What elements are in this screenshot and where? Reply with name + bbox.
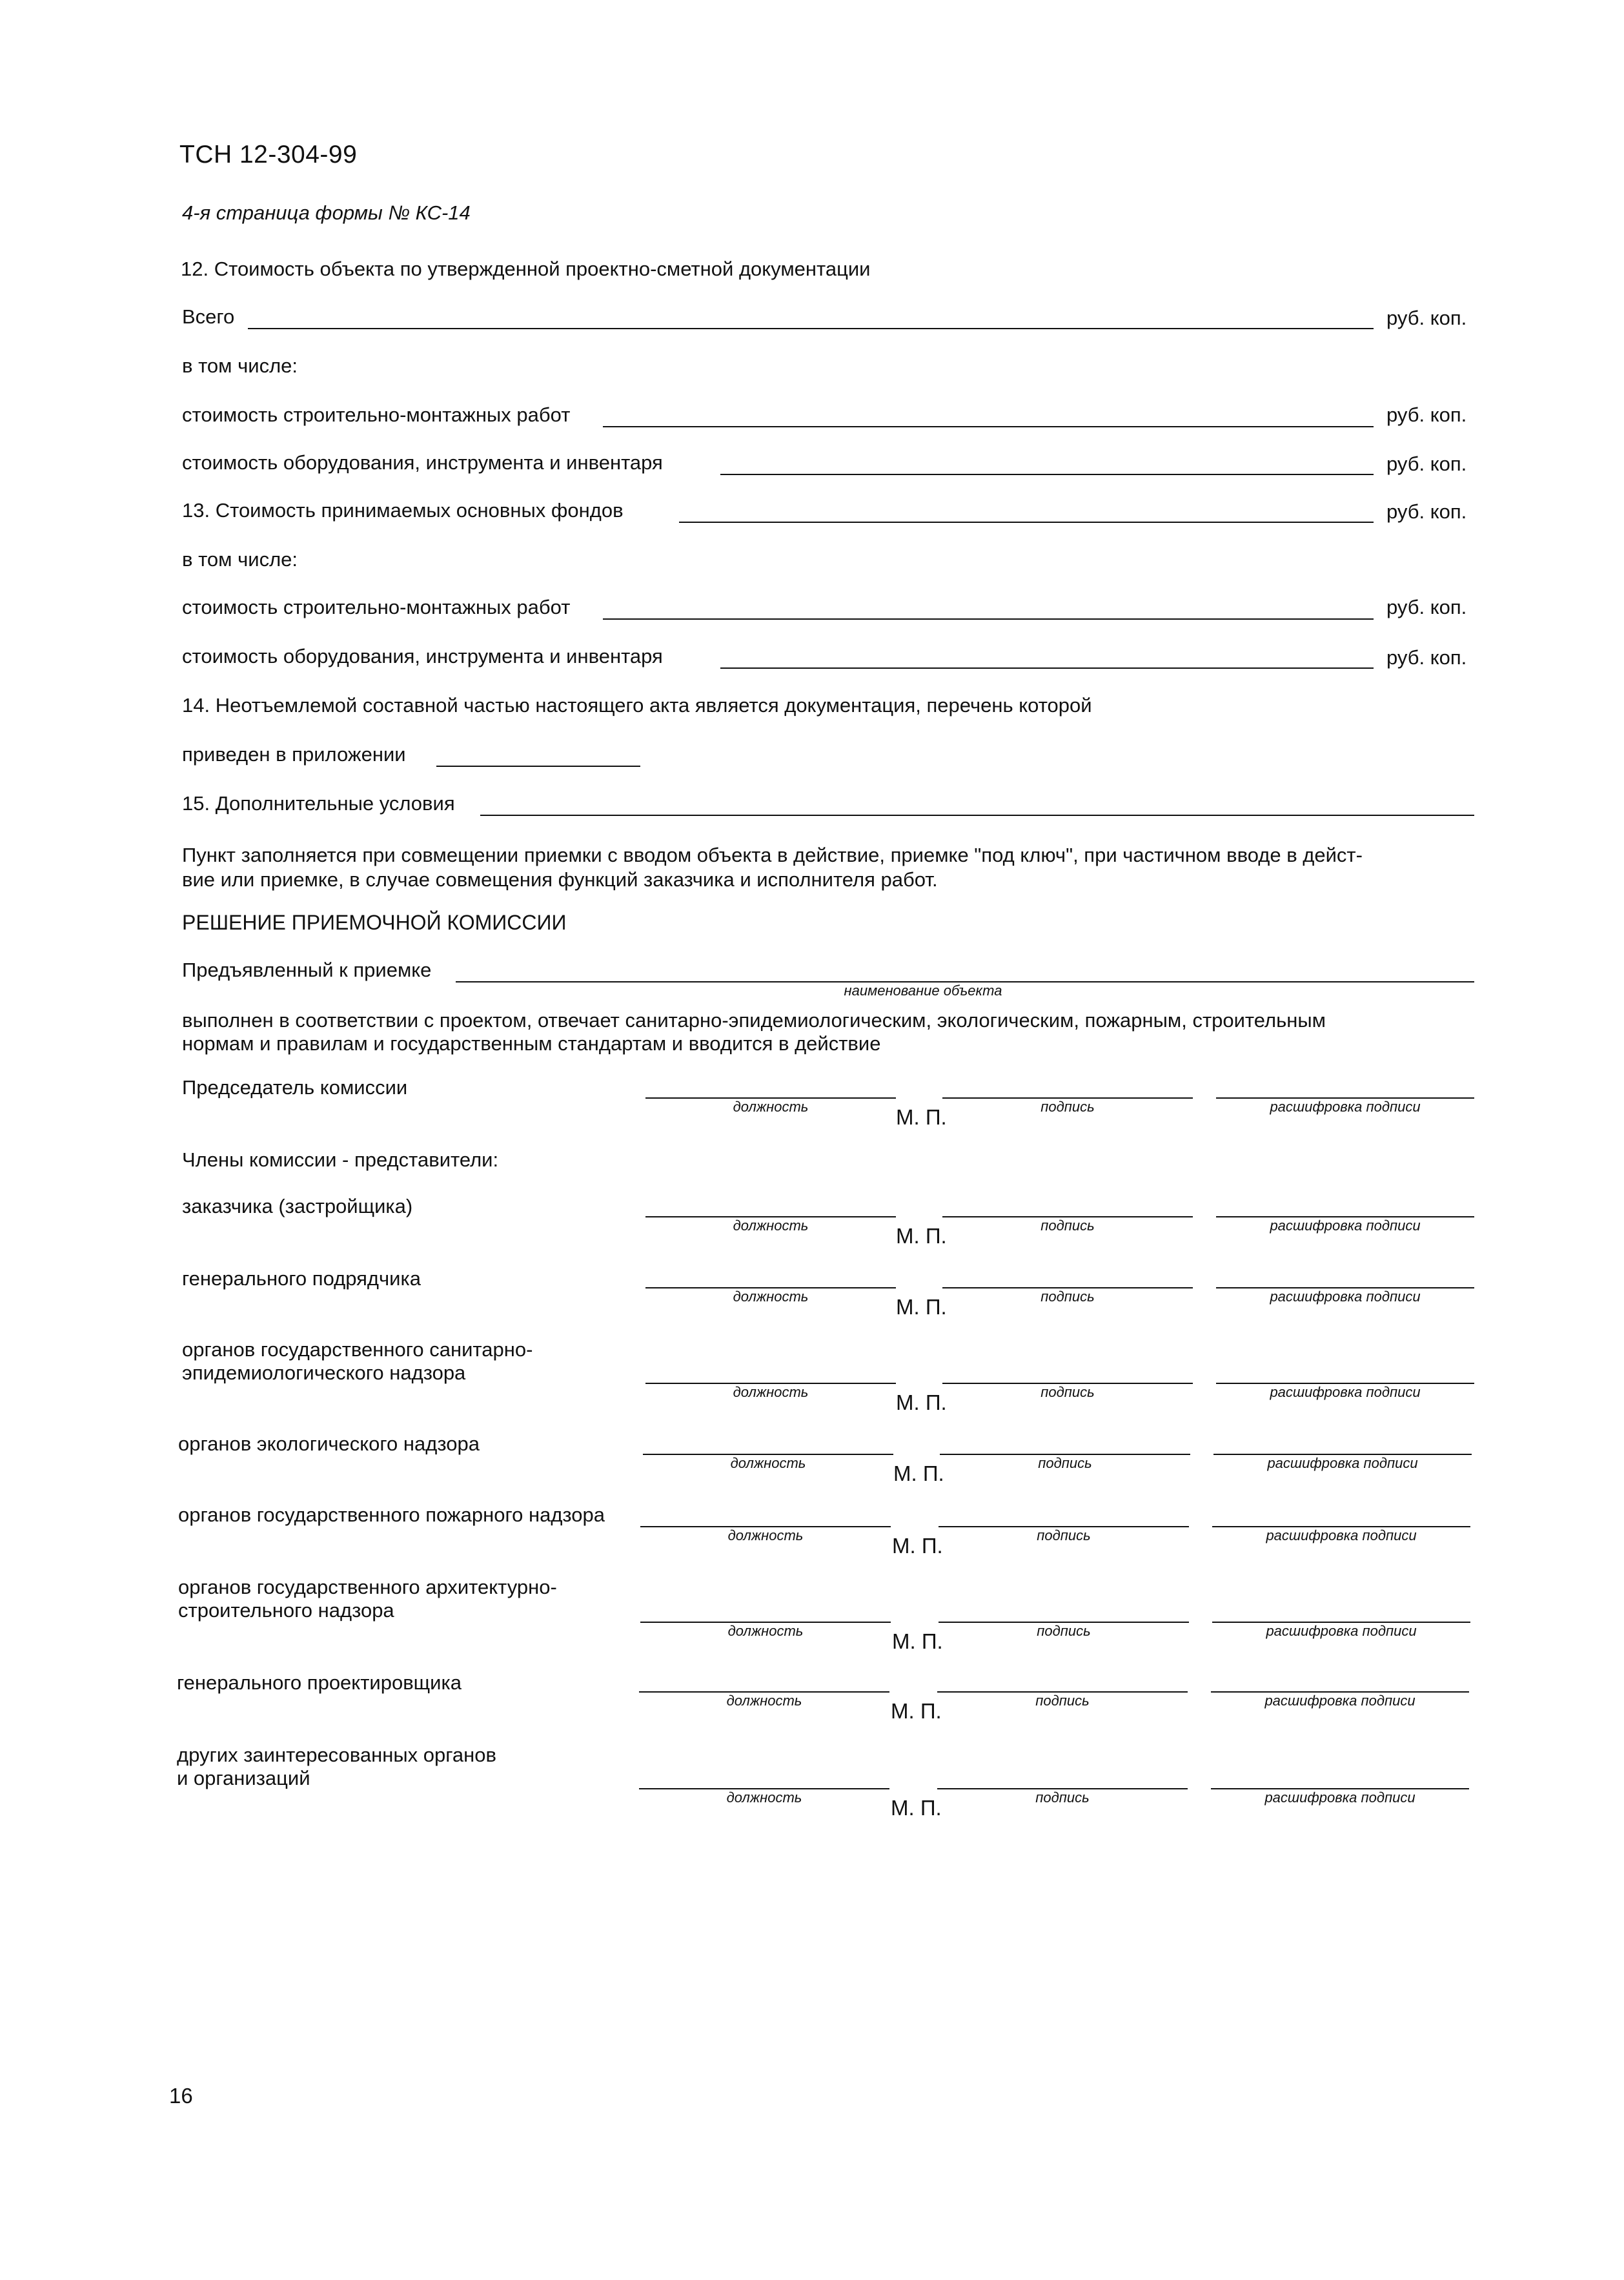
member-label-cont: строительного надзора [178, 1599, 394, 1622]
signature-caption: подпись [1037, 1527, 1091, 1543]
member-label: органов государственного пожарного надзора [178, 1503, 605, 1526]
decision-text-line2: нормам и правилам и государственным стандартам и вводится в действие [182, 1032, 881, 1055]
decoding-caption: расшифровка подписи [1264, 1789, 1416, 1806]
additional-conditions-field[interactable] [480, 815, 1474, 816]
signature-caption: подпись [1038, 1455, 1092, 1471]
position-caption: должность [733, 1384, 809, 1400]
signature-caption: подпись [1035, 1693, 1090, 1709]
decision-title: РЕШЕНИЕ ПРИЕМОЧНОЙ КОМИССИИ [182, 911, 567, 934]
section-14-line2: приведен в приложении [182, 743, 406, 766]
document-code: ТСН 12-304-99 [179, 141, 358, 168]
position-caption: должность [726, 1789, 802, 1806]
signature-caption: подпись [1040, 1288, 1095, 1305]
equipment-cost-label: стоимость оборудования, инструмента и инвентаря [182, 451, 663, 474]
member-label: органов государственного архитектурно- [178, 1576, 557, 1598]
including-label: в том числе: [182, 354, 298, 377]
equipment-cost-field[interactable] [720, 474, 1374, 475]
section-14-line1: 14. Неотъемлемой составной частью настоящего акта является документация, перечень которой [182, 694, 1092, 717]
section-12-title: 12. Стоимость объекта по утвержденной проектно-сметной документации [181, 258, 871, 280]
decoding-caption: расшифровка подписи [1270, 1217, 1421, 1234]
stamp-label: М. П. [896, 1295, 947, 1319]
equipment-cost-label: стоимость оборудования, инструмента и инвентаря [182, 645, 663, 667]
stamp-label: М. П. [896, 1105, 947, 1129]
stamp-label: М. П. [896, 1224, 947, 1248]
smr-cost-label: стоимость строительно-монтажных работ [182, 596, 571, 618]
decoding-caption: расшифровка подписи [1270, 1384, 1421, 1400]
stamp-label: М. П. [892, 1629, 943, 1653]
member-label: других заинтересованных органов [177, 1744, 496, 1766]
position-caption: должность [733, 1099, 809, 1115]
section-13-title: 13. Стоимость принимаемых основных фондов [182, 499, 624, 522]
unit-label: руб. коп. [1386, 646, 1467, 669]
unit-label: руб. коп. [1386, 453, 1467, 475]
signature-caption: подпись [1035, 1789, 1090, 1806]
object-name-caption: наименование объекта [844, 982, 1002, 999]
members-label: Члены комиссии - представители: [182, 1148, 499, 1171]
unit-label: руб. коп. [1386, 403, 1467, 426]
position-caption: должность [727, 1623, 804, 1639]
form-page-subtitle: 4-я страница формы № КС-14 [182, 201, 471, 224]
decision-text-line1: выполнен в соответствии с проектом, отвечает санитарно-эпидемиологическим, экологическим, пожарным, строительным [182, 1009, 1326, 1032]
signature-caption: подпись [1040, 1099, 1095, 1115]
position-caption: должность [727, 1527, 804, 1543]
total-label: Всего [182, 305, 235, 328]
stamp-label: М. П. [891, 1699, 942, 1723]
position-caption: должность [730, 1455, 806, 1471]
member-label: генерального проектировщика [177, 1671, 462, 1694]
including-label: в том числе: [182, 548, 298, 571]
decoding-caption: расшифровка подписи [1266, 1623, 1417, 1639]
stamp-label: М. П. [893, 1461, 944, 1485]
signature-caption: подпись [1040, 1384, 1095, 1400]
note-line2: вие или приемке, в случае совмещения функций заказчика и исполнителя работ. [182, 868, 938, 891]
note-line1: Пункт заполняется при совмещении приемки с вводом объекта в действие, приемке "под ключ", при частичном вводе в дейст- [182, 844, 1363, 866]
chairman-label: Председатель комиссии [182, 1076, 408, 1099]
signature-caption: подпись [1037, 1623, 1091, 1639]
unit-label: руб. коп. [1386, 307, 1467, 329]
page-number: 16 [169, 2084, 193, 2108]
position-caption: должность [733, 1288, 809, 1305]
member-label: генерального подрядчика [182, 1267, 421, 1290]
member-label: заказчика (застройщика) [182, 1195, 413, 1217]
member-label-cont: эпидемиологического надзора [182, 1361, 466, 1384]
smr-cost-field[interactable] [603, 426, 1374, 427]
signature-caption: подпись [1040, 1217, 1095, 1234]
decoding-caption: расшифровка подписи [1270, 1288, 1421, 1305]
decoding-caption: расшифровка подписи [1266, 1527, 1417, 1543]
fixed-assets-cost-field[interactable] [679, 522, 1374, 523]
unit-label: руб. коп. [1386, 596, 1467, 618]
stamp-label: М. П. [896, 1390, 947, 1414]
unit-label: руб. коп. [1386, 500, 1467, 523]
position-caption: должность [733, 1217, 809, 1234]
equipment-cost-field[interactable] [720, 667, 1374, 669]
appendix-field[interactable] [436, 766, 640, 767]
member-label: органов экологического надзора [178, 1432, 480, 1455]
decoding-caption: расшифровка подписи [1267, 1455, 1418, 1471]
smr-cost-field[interactable] [603, 618, 1374, 620]
presented-label: Предъявленный к приемке [182, 959, 432, 981]
section-15-title: 15. Дополнительные условия [182, 792, 455, 815]
smr-cost-label: стоимость строительно-монтажных работ [182, 403, 571, 426]
decoding-caption: расшифровка подписи [1264, 1693, 1416, 1709]
position-caption: должность [726, 1693, 802, 1709]
stamp-label: М. П. [892, 1534, 943, 1558]
total-value-field[interactable] [248, 328, 1374, 329]
member-label: органов государственного санитарно- [182, 1338, 533, 1361]
member-label-cont: и организаций [177, 1767, 310, 1789]
decoding-caption: расшифровка подписи [1270, 1099, 1421, 1115]
stamp-label: М. П. [891, 1796, 942, 1820]
